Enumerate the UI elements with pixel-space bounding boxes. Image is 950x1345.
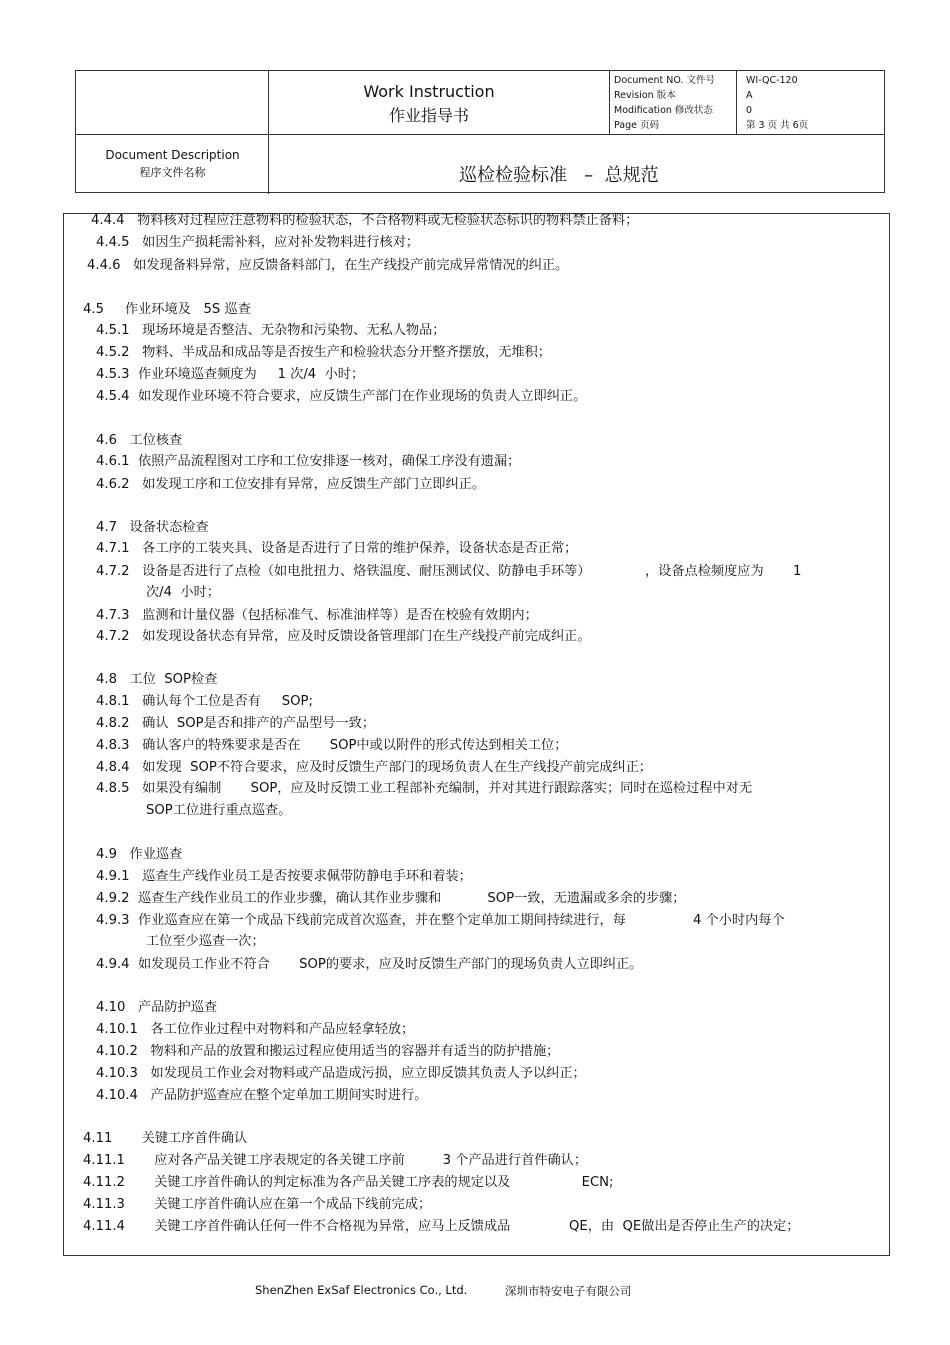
content-line-continuation: SOP工位进行重点巡查。	[146, 803, 292, 818]
content-line: 4.7.2 设备是否进行了点检（如电批扭力、烙铁温度、耐压测试仪、防静电手环等） ，设备点检频度应为 1	[96, 564, 802, 579]
content-line: 4.11.1 应对各产品关键工序表规定的各关键工序前 3 个产品进行首件确认；	[83, 1153, 588, 1168]
page-label: Page 页码	[614, 120, 660, 131]
content-line-continuation: 工位至少巡查一次；	[146, 934, 265, 949]
content-line: 4.8.1 确认每个工位是否有 SOP;	[96, 694, 313, 709]
section-heading: 4.7 设备状态检查	[96, 520, 209, 535]
document-no-label: Document NO. 文件号	[614, 75, 715, 86]
content-line: 4.6.1 依照产品流程图对工序和工位安排逐一核对，确保工序没有遗漏；	[96, 454, 521, 469]
footer-company-en: ShenZhen ExSaf Electronics Co., Ltd.	[255, 1283, 468, 1297]
document-description-label-cn: 程序文件名称	[139, 166, 206, 179]
section-heading: 4.9 作业巡查	[96, 847, 183, 862]
document-no-value: WI-QC-120	[746, 75, 798, 86]
content-line: 4.10.1 各工位作业过程中对物料和产品应轻拿轻放；	[96, 1022, 415, 1037]
document-description-label-en: Document Description	[105, 148, 240, 162]
header-divider	[609, 71, 610, 134]
content-line: 4.8.2 确认 SOP是否和排产的产品型号一致；	[96, 716, 376, 731]
section-heading: 4.11 关键工序首件确认	[83, 1131, 248, 1146]
content-line: 4.10.4 产品防护巡查应在整个定单加工期间实时进行。	[96, 1088, 428, 1103]
content-line: 4.8.3 确认客户的特殊要求是否在 SOP中或以附件的形式传达到相关工位；	[96, 738, 568, 753]
content-line: 4.9.3 作业巡查应在第一个成品下线前完成首次巡查，并在整个定单加工期间持续进行，每 4 个小时内每个	[96, 913, 785, 928]
content-line: 4.5.3 作业环境巡查频度为 1 次/4 小时；	[96, 367, 365, 382]
section-heading: 4.5 作业环境及 5S 巡查	[83, 302, 251, 317]
content-line: 4.7.3 监测和计量仪器（包括标准气、标准油样等）是否在校验有效期内；	[96, 608, 538, 623]
section-heading: 4.8 工位 SOP检查	[96, 672, 218, 687]
section-heading: 4.6 工位核查	[96, 433, 183, 448]
meta-values	[746, 73, 808, 133]
content-line: 4.8.5 如果没有编制 SOP，应及时反馈工业工程部补充编制，并对其进行跟踪落实；同时在巡检过程中对无	[96, 781, 753, 796]
content-line: 4.10.2 物料和产品的放置和搬运过程应使用适当的容器并有适当的防护措施；	[96, 1044, 560, 1059]
content-line: 4.4.6 如发现备料异常，应反馈备料部门，在生产线投产前完成异常情况的纠正。	[87, 258, 569, 273]
work-instruction-title-en: Work Instruction	[363, 82, 495, 101]
content-line: 4.9.1 巡查生产线作业员工是否按要求佩带防静电手环和着装；	[96, 869, 472, 884]
content-line: 4.11.3 关键工序首件确认应在第一个成品下线前完成；	[83, 1197, 432, 1212]
footer-company-cn: 深圳市特安电子有限公司	[505, 1284, 632, 1298]
content-line: 4.4.5 如因生产损耗需补料，应对补发物料进行核对；	[96, 235, 420, 250]
content-line: 4.5.1 现场环境是否整洁、无杂物和污染物、无私人物品；	[96, 323, 446, 338]
work-instruction-title-cn: 作业指导书	[388, 106, 469, 125]
content-line: 4.6.2 如发现工序和工位安排有异常，应反馈生产部门立即纠正。	[96, 477, 486, 492]
header-divider	[736, 71, 737, 134]
content-line: 4.7.2 如发现设备状态有异常，应及时反馈设备管理部门在生产线投产前完成纠正。	[96, 629, 591, 644]
content-line: 4.8.4 如发现 SOP不符合要求，应及时反馈生产部门的现场负责人在生产线投产前完成纠正；	[96, 760, 652, 775]
page-value: 第 3 页 共 6页	[746, 120, 809, 131]
content-line: 4.11.2 关键工序首件确认的判定标准为各产品关键工序表的规定以及 ECN;	[83, 1175, 614, 1190]
section-heading: 4.10 产品防护巡查	[96, 1000, 218, 1015]
header-divider	[76, 134, 884, 135]
content-line-continuation: 次/4 小时；	[146, 585, 220, 600]
revision-value: A	[746, 90, 753, 101]
content-line: 4.5.4 如发现作业环境不符合要求，应反馈生产部门在作业现场的负责人立即纠正。	[96, 389, 587, 404]
content-line: 4.7.1 各工序的工装夹具、设备是否进行了日常的维护保养，设备状态是否正常；	[96, 541, 578, 556]
content-line: 4.11.4 关键工序首件确认任何一件不合格视为异常，应马上反馈成品 QE，由 QE做出是否停止生产的决定；	[83, 1219, 800, 1234]
content-line: 4.9.2 巡查生产线作业员工的作业步骤，确认其作业步骤和 SOP一致，无遗漏或多余的步骤；	[96, 891, 686, 906]
document-title: 巡检检验标准 – 总规范	[459, 165, 659, 186]
meta-labels	[614, 73, 715, 133]
modification-label: Modification 修改状态	[614, 105, 713, 116]
document-header-table	[75, 70, 885, 193]
modification-value: 0	[746, 105, 753, 116]
content-line: 4.10.3 如发现员工作业会对物料或产品造成污损，应立即反馈其负责人予以纠正；	[96, 1066, 586, 1081]
content-line: 4.4.4 物料核对过程应注意物料的检验状态，不合格物料或无检验状态标识的物料禁止备料；	[91, 213, 639, 228]
revision-label: Revision 版本	[614, 90, 676, 101]
content-line: 4.9.4 如发现员工作业不符合 SOP的要求，应及时反馈生产部门的现场负责人立即纠正。	[96, 957, 643, 972]
content-line: 4.5.2 物料、半成品和成品等是否按生产和检验状态分开整齐摆放，无堆积；	[96, 345, 551, 360]
